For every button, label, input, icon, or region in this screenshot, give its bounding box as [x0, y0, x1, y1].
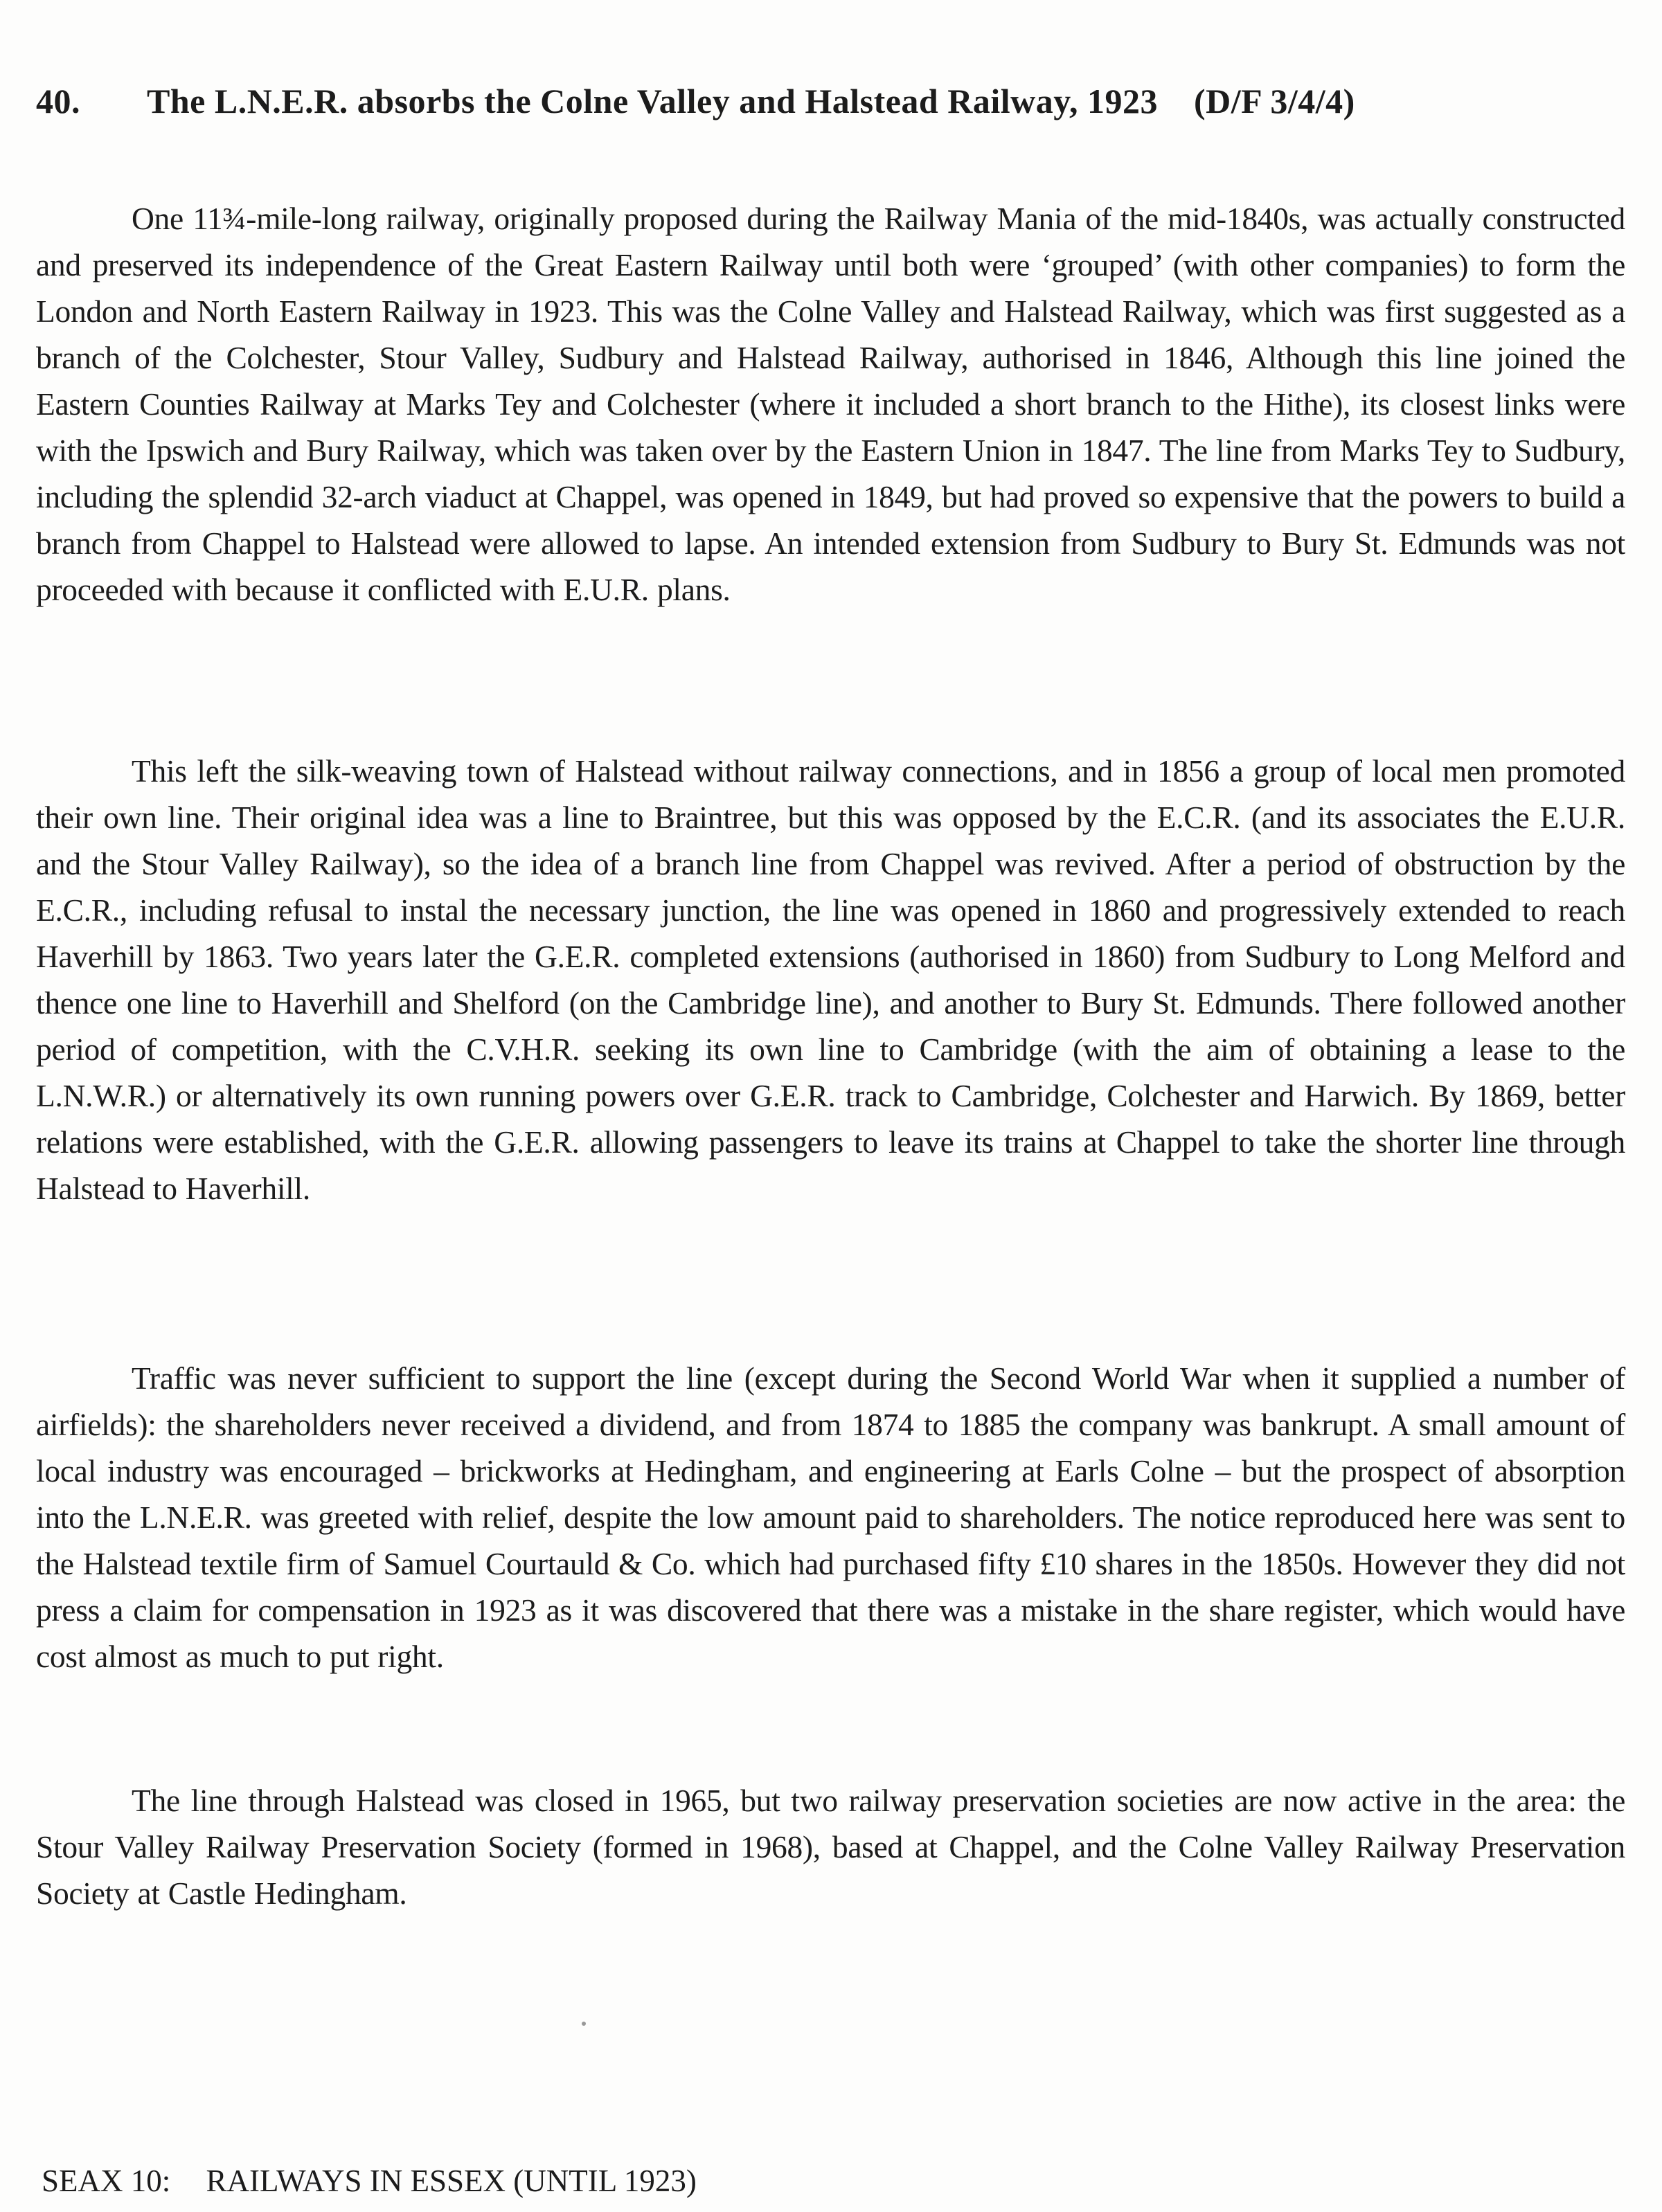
- section-heading: [36, 78, 1629, 125]
- document-reference: (D/F 3/4/4): [1193, 81, 1355, 120]
- paragraph-1: One 11¾-mile-long railway, originally proposed during the Railway Mania of the mid-1840s, was actually constructed and preserved its independence of the Great Eastern Railway until both were ‘grouped’ (with other companies) to form the London and North Eastern Railway in 1923. This was the Colne Valley and Halstead Railway, which was first suggested as a branch of the Colchester, Stour Valley, Sudbury and Halstead Railway, authorised in 1846, Although this line joined the Eastern Counties Railway at Marks Tey and Colchester (where it included a short branch to the Hithe), its closest links were with the Ipswich and Bury Railway, which was taken over by the Eastern Union in 1847. The line from Marks Tey to Sudbury, including the splendid 32-arch viaduct at Chappel, was opened in 1849, but had proved so expensive that the powers to build a branch from Chappel to Halstead were allowed to lapse. An intended extension from Sudbury to Bury St. Edmunds was not proceeded with because it conflicted with E.U.R. plans.: [36, 201, 1625, 607]
- footer-title: RAILWAYS IN ESSEX (UNTIL 1923): [206, 2164, 697, 2198]
- footer-series: SEAX 10:: [42, 2164, 171, 2198]
- section-number: 40.: [36, 81, 80, 120]
- dust-speck: [582, 2022, 586, 2026]
- page-footer: [42, 2160, 697, 2202]
- section-title-block: [147, 78, 1629, 125]
- paragraph-3: Traffic was never sufficient to support the line (except during the Second World War when it supplied a number of airfields): the shareholders never received a dividend, and from 1874 to 1885 the company was bankrupt. A small amount of local industry was encouraged – brickworks at Hedingham, and engineering at Earls Colne – but the prospect of absorption into the L.N.E.R. was greeted with relief, despite the low amount paid to shareholders. The notice reproduced here was sent to the Halstead textile firm of Samuel Courtauld & Co. which had purchased fifty £10 shares in the 1850s. However they did not press a claim for compensation in 1923 as it was discovered that there was a mistake in the share register, which would have cost almost as much to put right.: [36, 1360, 1625, 1674]
- section-title: The L.N.E.R. absorbs the Colne Valley and Halstead Railway, 1923: [147, 81, 1158, 120]
- paragraph-2: This left the silk-weaving town of Halstead without railway connections, and in 1856 a group of local men promoted their own line. Their original idea was a line to Braintree, but this was opposed by the E.C.R. (and its associates the E.U.R. and the Stour Valley Railway), so the idea of a branch line from Chappel was revived. After a period of obstruction by the E.C.R., including refusal to instal the necessary junction, the line was opened in 1860 and progressively extended to reach Haverhill by 1863. Two years later the G.E.R. completed extensions (authorised in 1860) from Sudbury to Long Melford and thence one line to Haverhill and Shelford (on the Cambridge line), and another to Bury St. Edmunds. There followed another period of competition, with the C.V.H.R. seeking its own line to Cambridge (with the aim of obtaining a lease to the L.N.W.R.) or alternatively its own running powers over G.E.R. track to Cambridge, Colchester and Harwich. By 1869, better relations were established, with the G.E.R. allowing passengers to leave its trains at Chappel to take the shorter line through Halstead to Haverhill.: [36, 753, 1625, 1206]
- paragraph-4: The line through Halstead was closed in 1965, but two railway preservation societies are now active in the area: the Stour Valley Railway Preservation Society (formed in 1968), based at Chappel, and the Colne Valley Railway Preservation Society at Castle Hedingham.: [36, 1783, 1625, 1911]
